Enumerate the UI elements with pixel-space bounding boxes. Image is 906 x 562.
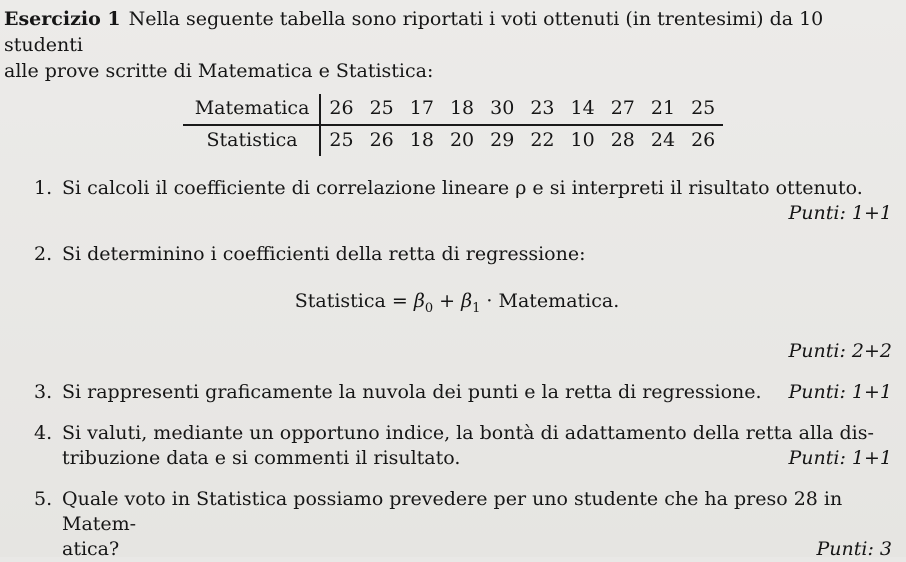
question-text: Si calcoli il coefficiente di correlazione lineare ρ e si interpreti il risultato ottenuto. — [62, 177, 863, 199]
question-line-2 — [62, 537, 892, 562]
intro-text-1: Nella seguente tabella sono riportati i voti ottenuti (in trentesimi) da 10 studenti — [4, 8, 824, 56]
exercise-label: Esercizio 1 — [4, 8, 121, 30]
intro-line-1 — [4, 6, 892, 58]
table-cell: 18 — [409, 129, 434, 151]
formula-plus: + — [433, 290, 462, 312]
table-cell: 29 — [490, 129, 515, 151]
table-cell: 21 — [643, 94, 683, 125]
table-cell: 25 — [683, 94, 723, 125]
question-points: Punti: 1+1 — [788, 202, 892, 224]
question-number: 4. — [34, 421, 53, 444]
exercise-intro — [4, 6, 892, 84]
table-cell: 23 — [522, 94, 562, 125]
question-line-2 — [62, 446, 892, 471]
row-header: Statistica — [183, 125, 321, 156]
question-item-2 — [4, 242, 892, 364]
table-cell: 14 — [563, 94, 603, 125]
table-cell: 10 — [570, 129, 595, 151]
question-text-line-1: Quale voto in Statistica possiamo prevedere per uno studente che ha preso 28 in Matem- — [62, 487, 843, 535]
formula-beta0: β — [413, 290, 425, 312]
table-cell: 22 — [530, 129, 555, 151]
formula-lhs: Statistica — [294, 290, 386, 312]
regression-formula — [62, 289, 892, 321]
formula-dot: · — [480, 290, 499, 312]
grades-table-container — [14, 94, 892, 156]
question-item-3 — [4, 380, 892, 405]
formula-beta0-sub: 0 — [424, 300, 434, 316]
question-text-line-2: atica? — [62, 537, 120, 560]
table-cell: 26 — [369, 129, 394, 151]
table-cell: 25 — [329, 129, 354, 151]
table-cell: 17 — [402, 94, 442, 125]
question-points: Punti: 3 — [816, 537, 892, 560]
table-cell: 26 — [691, 129, 716, 151]
grades-table — [183, 94, 724, 156]
table-cell: 18 — [442, 94, 482, 125]
question-item-5 — [4, 487, 892, 562]
question-points: Punti: 1+1 — [788, 380, 892, 403]
formula-rhs: Matematica. — [498, 290, 620, 312]
question-text-line-2: tribuzione data e si commenti il risultato. — [62, 446, 461, 469]
formula-beta1-sub: 1 — [472, 300, 481, 316]
question-list — [4, 176, 892, 562]
question-points: Punti: 1+1 — [788, 446, 892, 469]
question-text: Si rappresenti graficamente la nuvola dei punti e la retta di regressione. — [62, 380, 762, 403]
intro-text-2: alle prove scritte di Matematica e Statistica: — [4, 60, 434, 82]
formula-beta1: β — [461, 290, 473, 312]
question-number: 2. — [34, 243, 53, 265]
question-points: Punti: 2+2 — [788, 339, 892, 362]
table-row-statistica — [183, 125, 724, 156]
table-cell: 20 — [449, 129, 475, 151]
table-cell: 30 — [482, 94, 522, 125]
formula-equals: = — [385, 290, 414, 312]
table-row-matematica — [183, 94, 724, 125]
question-item-4 — [4, 421, 892, 471]
table-cell: 27 — [603, 94, 643, 125]
question-number: 1. — [34, 177, 53, 199]
question-number: 5. — [34, 487, 53, 510]
table-cell: 28 — [610, 129, 635, 151]
question-text: Si determinino i coefficienti della retta di regressione: — [62, 243, 586, 265]
row-header: Matematica — [183, 94, 321, 125]
question-text-line-1: Si valuti, mediante un opportuno indice, la bontà di adattamento della retta alla dis- — [62, 421, 874, 444]
table-cell: 24 — [650, 129, 676, 151]
question-item-1 — [4, 176, 892, 226]
question-number: 3. — [34, 380, 53, 403]
table-cell: 25 — [362, 94, 402, 125]
table-cell: 26 — [320, 94, 361, 125]
